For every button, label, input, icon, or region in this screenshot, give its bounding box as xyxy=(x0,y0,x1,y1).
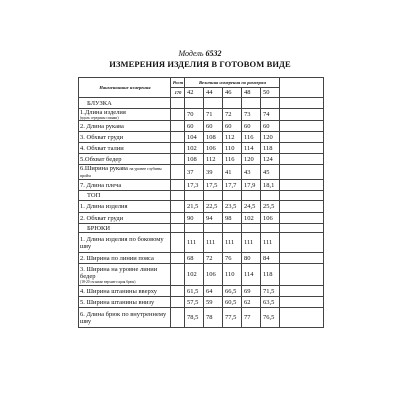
measurement-note: (18-20 см ниже верхнего края брюк) xyxy=(80,279,136,284)
empty-cell xyxy=(280,286,324,297)
measurement-name: 7. Длина плеча xyxy=(80,181,122,189)
model-line xyxy=(0,49,400,58)
measurement-value: 60 xyxy=(185,121,204,132)
column-header-name: Наименование измерения xyxy=(79,78,171,98)
measurement-value: 106 xyxy=(261,213,280,224)
measurement-name-cell xyxy=(79,143,171,154)
empty-cell xyxy=(280,213,324,224)
measurements-table xyxy=(78,77,324,328)
model-label: Модель xyxy=(178,49,204,58)
measurement-value: 66,5 xyxy=(223,286,242,297)
table-row xyxy=(79,109,324,121)
measurement-value: 90 xyxy=(185,213,204,224)
measurement-value: 102 xyxy=(185,264,204,286)
empty-cell xyxy=(204,224,223,233)
growth-value: 170 xyxy=(171,88,185,98)
table-row xyxy=(79,132,324,143)
measurement-value: 60 xyxy=(261,121,280,132)
measurement-value: 18,1 xyxy=(261,180,280,191)
measurement-note: (вдоль середины спинки) xyxy=(80,116,119,120)
empty-cell xyxy=(171,121,185,132)
measurement-value: 72 xyxy=(223,109,242,121)
measurement-name: 3. Обхват груди xyxy=(80,133,124,141)
measurement-value: 73 xyxy=(242,109,261,121)
measurement-value: 43 xyxy=(242,165,261,180)
size-header: 48 xyxy=(242,88,261,98)
measurement-value: 84 xyxy=(261,253,280,264)
measurement-name-cell xyxy=(79,132,171,143)
empty-cell xyxy=(223,191,242,201)
measurement-value: 17,9 xyxy=(242,180,261,191)
empty-cell xyxy=(185,224,204,233)
measurement-value: 77 xyxy=(242,308,261,328)
measurement-value: 111 xyxy=(261,233,280,253)
measurement-value: 76,5 xyxy=(261,308,280,328)
measurement-name-cell xyxy=(79,154,171,165)
table-row xyxy=(79,180,324,191)
empty-cell xyxy=(242,98,261,109)
empty-cell xyxy=(171,109,185,121)
empty-cell xyxy=(171,308,185,328)
measurement-value: 111 xyxy=(223,233,242,253)
section-row xyxy=(79,98,324,109)
empty-cell xyxy=(261,191,280,201)
empty-cell xyxy=(171,191,185,201)
measurement-value: 108 xyxy=(185,154,204,165)
empty-cell xyxy=(280,154,324,165)
column-header-sizes: Величина измерения по размерам xyxy=(185,78,280,88)
empty-cell xyxy=(171,201,185,213)
measurement-value: 17,7 xyxy=(223,180,242,191)
empty-cell xyxy=(280,78,324,98)
measurement-name-cell xyxy=(79,308,171,328)
measurement-value: 114 xyxy=(242,264,261,286)
empty-cell xyxy=(280,253,324,264)
empty-cell xyxy=(171,165,185,180)
measurement-value: 120 xyxy=(242,154,261,165)
empty-cell xyxy=(171,224,185,233)
measurement-value: 118 xyxy=(261,264,280,286)
measurement-name: 6.Ширина рукава xyxy=(80,165,128,172)
empty-cell xyxy=(171,213,185,224)
empty-cell xyxy=(204,191,223,201)
empty-cell xyxy=(280,201,324,213)
measurement-value: 116 xyxy=(242,132,261,143)
table-row xyxy=(79,154,324,165)
size-header: 44 xyxy=(204,88,223,98)
measurement-name-cell xyxy=(79,264,171,286)
measurement-value: 106 xyxy=(204,264,223,286)
measurement-value: 69 xyxy=(242,286,261,297)
empty-cell xyxy=(223,98,242,109)
measurement-value: 45 xyxy=(261,165,280,180)
table-row xyxy=(79,201,324,213)
measurement-value: 112 xyxy=(223,132,242,143)
measurement-value: 60 xyxy=(242,121,261,132)
empty-cell xyxy=(280,165,324,180)
empty-cell xyxy=(280,132,324,143)
measurement-value: 116 xyxy=(223,154,242,165)
empty-cell xyxy=(280,264,324,286)
empty-cell xyxy=(171,286,185,297)
measurement-name-cell xyxy=(79,297,171,308)
section-title: БРЮКИ xyxy=(79,224,171,233)
empty-cell xyxy=(204,98,223,109)
measurement-name: 1. Длина изделия по боковому шву xyxy=(80,235,164,250)
measurement-value: 111 xyxy=(204,233,223,253)
measurement-value: 64 xyxy=(204,286,223,297)
measurement-value: 41 xyxy=(223,165,242,180)
empty-cell xyxy=(171,180,185,191)
measurement-value: 77,5 xyxy=(223,308,242,328)
empty-cell xyxy=(261,98,280,109)
measurement-name-cell xyxy=(79,253,171,264)
empty-cell xyxy=(171,297,185,308)
measurement-value: 106 xyxy=(204,143,223,154)
column-header-growth: Рост xyxy=(171,78,185,88)
measurement-name: 4. Ширина штанины вверху xyxy=(80,287,157,295)
section-title: БЛУЗКА xyxy=(79,98,171,109)
measurement-name: 2. Длина рукава xyxy=(80,122,124,130)
measurement-value: 17,3 xyxy=(185,180,204,191)
table-row xyxy=(79,165,324,180)
table-row xyxy=(79,264,324,286)
measurement-name-cell xyxy=(79,121,171,132)
table-row xyxy=(79,143,324,154)
measurement-name-cell xyxy=(79,165,171,180)
empty-cell xyxy=(171,253,185,264)
empty-cell xyxy=(280,297,324,308)
measurement-name-detail: на уровне глубины пройм xyxy=(80,166,162,178)
measurement-value: 37 xyxy=(185,165,204,180)
empty-cell xyxy=(280,109,324,121)
measurement-name: 5.Обхват бедер xyxy=(80,155,122,163)
table-row xyxy=(79,297,324,308)
measurement-name: 2. Ширина по линии пояса xyxy=(80,254,154,262)
empty-cell xyxy=(223,224,242,233)
empty-cell xyxy=(242,224,261,233)
measurement-value: 80 xyxy=(242,253,261,264)
size-header: 50 xyxy=(261,88,280,98)
measurement-value: 108 xyxy=(204,132,223,143)
measurement-value: 102 xyxy=(242,213,261,224)
size-header: 42 xyxy=(185,88,204,98)
measurement-value: 94 xyxy=(204,213,223,224)
table-row xyxy=(79,253,324,264)
empty-cell xyxy=(185,191,204,201)
measurement-value: 111 xyxy=(185,233,204,253)
measurement-value: 24,5 xyxy=(242,201,261,213)
measurement-value: 120 xyxy=(261,132,280,143)
measurement-name: 5. Ширина штанины внизу xyxy=(80,298,155,306)
measurement-name-cell xyxy=(79,109,171,121)
measurement-value: 124 xyxy=(261,154,280,165)
measurement-value: 62 xyxy=(242,297,261,308)
empty-cell xyxy=(280,191,324,201)
measurement-value: 22,5 xyxy=(204,201,223,213)
measurement-value: 61,5 xyxy=(185,286,204,297)
measurement-value: 104 xyxy=(185,132,204,143)
measurement-name: 2. Обхват груди xyxy=(80,214,124,222)
measurement-value: 78,5 xyxy=(185,308,204,328)
measurement-value: 57,5 xyxy=(185,297,204,308)
measurement-value: 98 xyxy=(223,213,242,224)
empty-cell xyxy=(280,98,324,109)
empty-cell xyxy=(171,98,185,109)
measurement-value: 118 xyxy=(261,143,280,154)
empty-cell xyxy=(171,264,185,286)
empty-cell xyxy=(242,191,261,201)
section-row xyxy=(79,191,324,201)
measurement-value: 110 xyxy=(223,143,242,154)
measurement-name: 6. Длина брюк по внутреннему шву xyxy=(80,310,167,325)
measurement-value: 110 xyxy=(223,264,242,286)
measurement-name-cell xyxy=(79,180,171,191)
measurement-value: 17,5 xyxy=(204,180,223,191)
measurement-value: 112 xyxy=(204,154,223,165)
measurement-value: 111 xyxy=(242,233,261,253)
measurement-value: 23,5 xyxy=(223,201,242,213)
table-row xyxy=(79,121,324,132)
empty-cell xyxy=(280,143,324,154)
measurement-value: 72 xyxy=(204,253,223,264)
empty-cell xyxy=(280,224,324,233)
measurement-name: 3. Ширина на уровне линии бедер xyxy=(80,265,158,280)
measurement-name-cell xyxy=(79,233,171,253)
empty-cell xyxy=(171,132,185,143)
measurement-name-cell xyxy=(79,286,171,297)
measurement-value: 59 xyxy=(204,297,223,308)
table-row xyxy=(79,286,324,297)
empty-cell xyxy=(171,143,185,154)
measurement-value: 39 xyxy=(204,165,223,180)
measurement-name: 1. Длина изделия xyxy=(80,203,128,210)
empty-cell xyxy=(261,224,280,233)
measurement-value: 60 xyxy=(204,121,223,132)
measurement-value: 76 xyxy=(223,253,242,264)
empty-cell xyxy=(280,233,324,253)
empty-cell xyxy=(185,98,204,109)
page-title: ИЗМЕРЕНИЯ ИЗДЕЛИЯ В ГОТОВОМ ВИДЕ xyxy=(109,59,291,69)
empty-cell xyxy=(171,154,185,165)
measurement-value: 60 xyxy=(223,121,242,132)
measurement-value: 60,5 xyxy=(223,297,242,308)
measurement-value: 70 xyxy=(185,109,204,121)
measurement-value: 25,5 xyxy=(261,201,280,213)
measurement-value: 114 xyxy=(242,143,261,154)
empty-cell xyxy=(280,308,324,328)
measurement-value: 102 xyxy=(185,143,204,154)
measurement-value: 68 xyxy=(185,253,204,264)
measurement-value: 71 xyxy=(204,109,223,121)
size-header: 46 xyxy=(223,88,242,98)
empty-cell xyxy=(280,121,324,132)
model-number: 6532 xyxy=(205,49,222,58)
empty-cell xyxy=(171,233,185,253)
table-row xyxy=(79,233,324,253)
section-row xyxy=(79,224,324,233)
measurement-name-cell xyxy=(79,201,171,213)
empty-cell xyxy=(280,180,324,191)
measurement-name-cell xyxy=(79,213,171,224)
measurement-value: 63,5 xyxy=(261,297,280,308)
measurement-value: 21,5 xyxy=(185,201,204,213)
measurement-value: 78 xyxy=(204,308,223,328)
measurement-name: 1.Длина изделия xyxy=(80,109,126,116)
measurement-value: 71,5 xyxy=(261,286,280,297)
section-title: ТОП xyxy=(79,191,171,201)
table-row xyxy=(79,213,324,224)
measurement-name: 4. Обхват талии xyxy=(80,144,124,152)
table-row xyxy=(79,308,324,328)
measurement-value: 74 xyxy=(261,109,280,121)
